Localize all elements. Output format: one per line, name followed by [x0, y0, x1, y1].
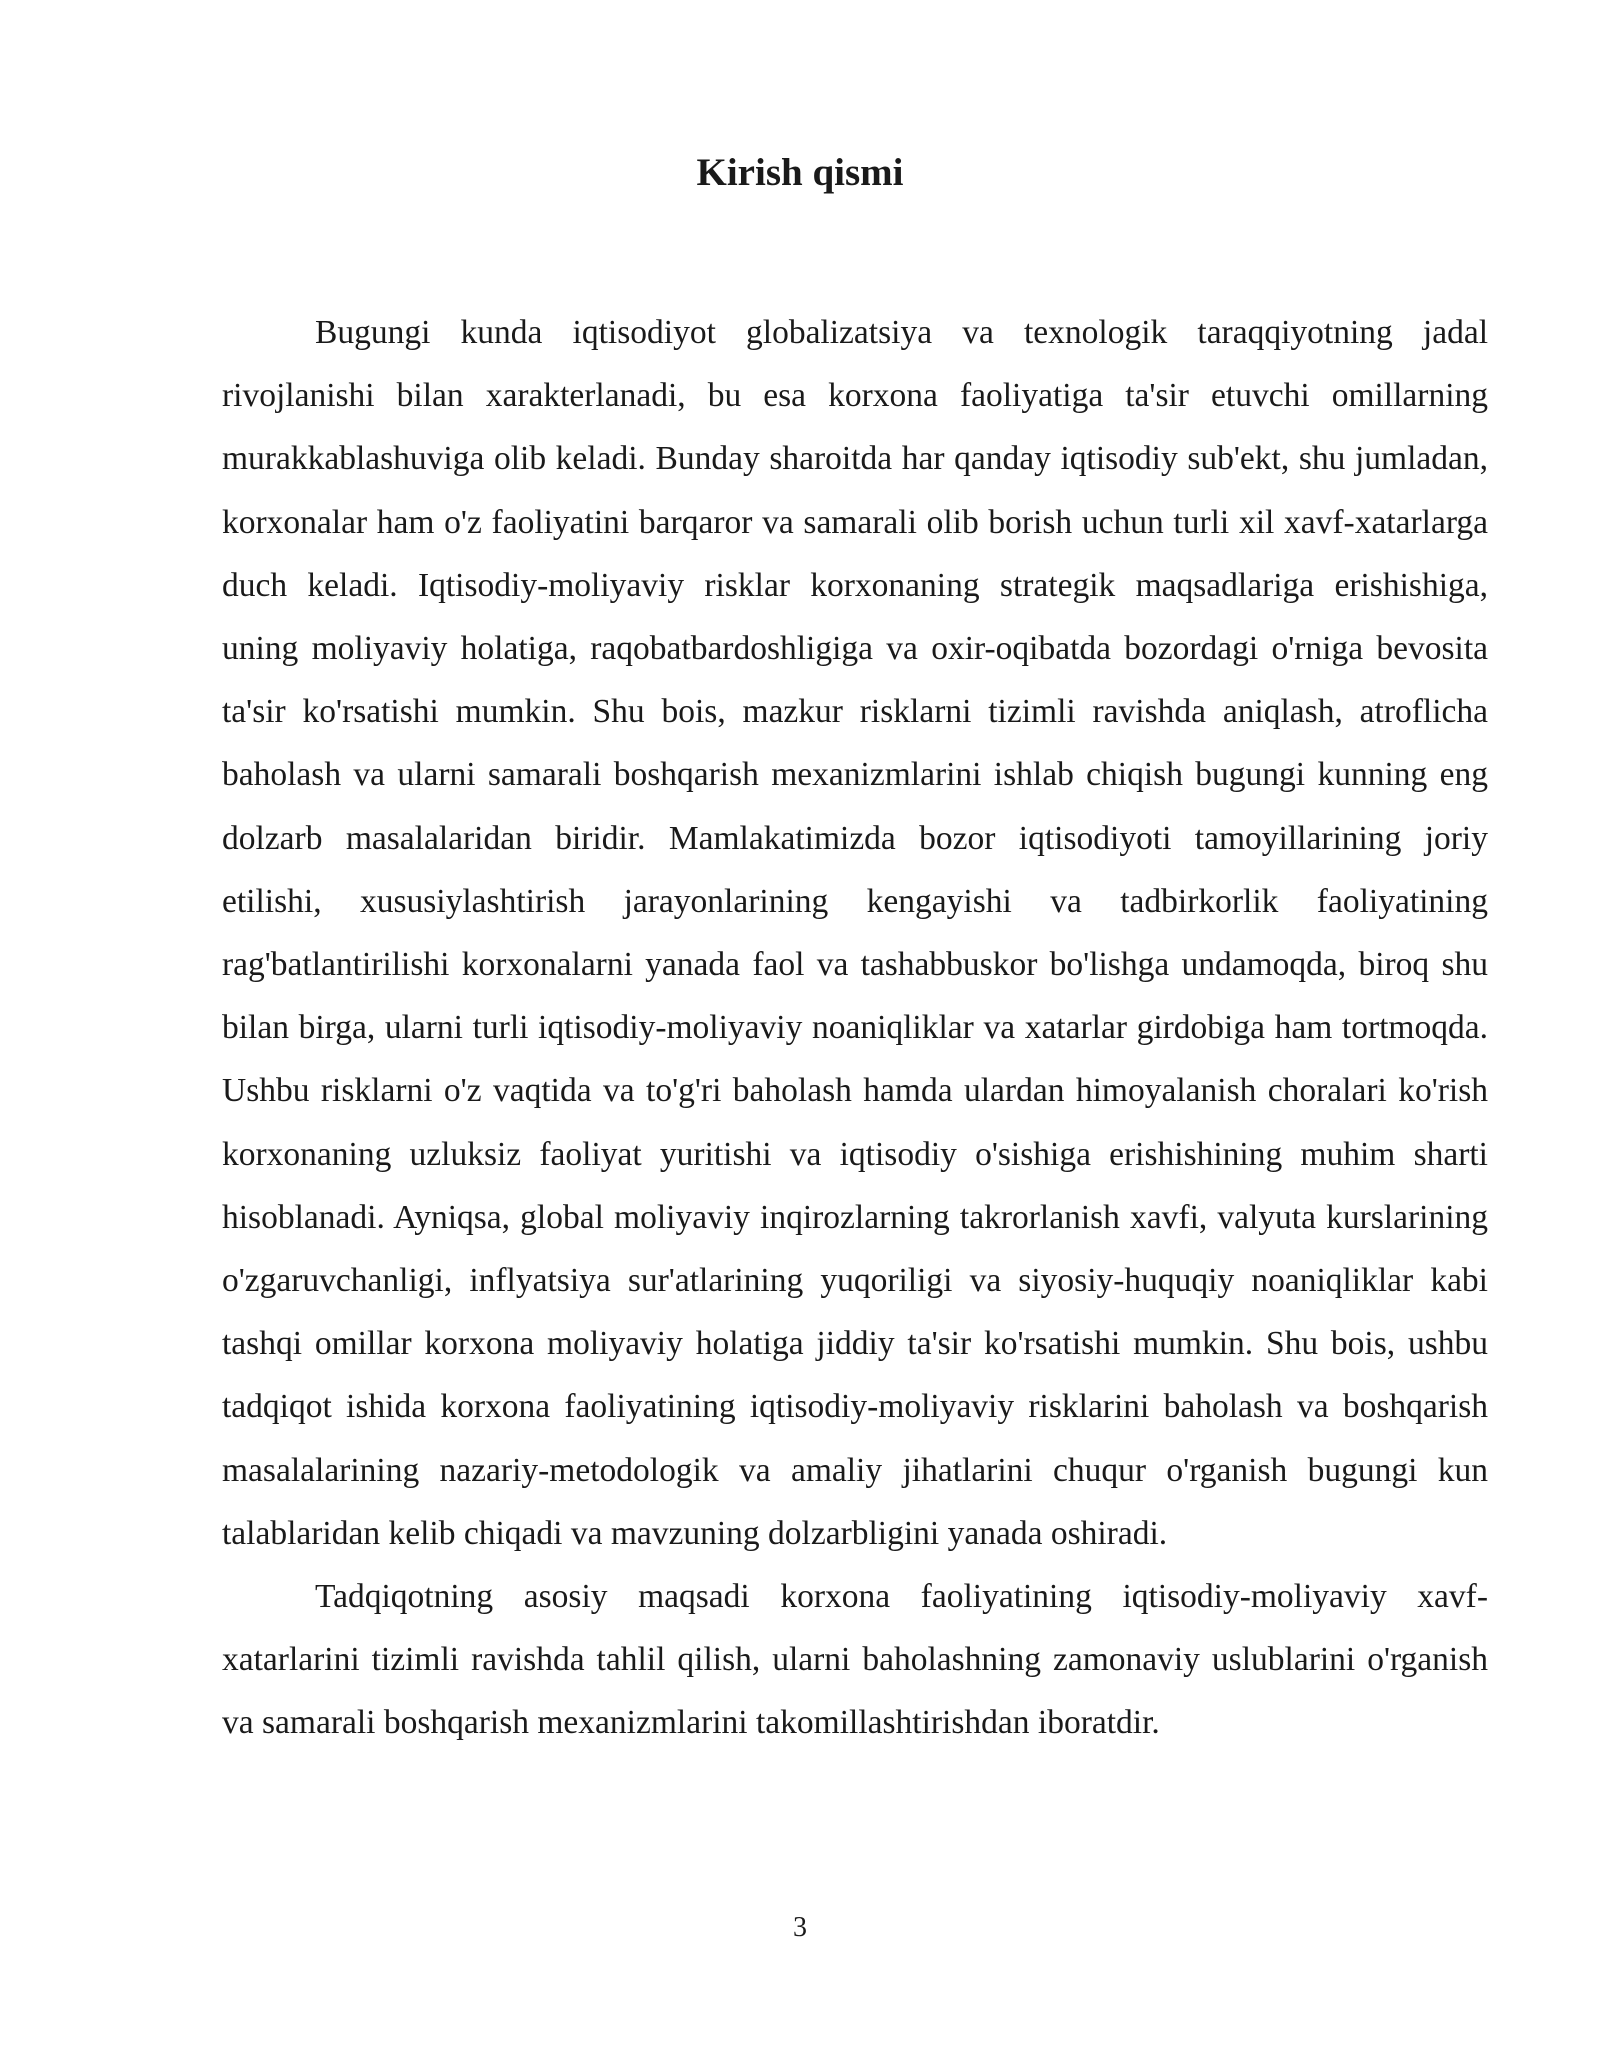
page-title: Kirish qismi [696, 151, 904, 194]
paragraph-1: Bugungi kunda iqtisodiyot globalizatsiya va texnologik taraqqiyotning jadal rivojlanishi bilan xarakterlanadi, bu esa korxona faoliyatiga ta'sir etuvchi omillarning murakkablashuviga olib keladi. Bunday sharoitda har qanday iqtisodiy sub'ekt, shu jumladan, korxonalar ham o'z faoliyatini barqaror va samarali olib borish uchun turli xil xavf-xatarlarga duch keladi. Iqtisodiy-moliyaviy risklar korxonaning strategik maqsadlariga erishishiga, uning moliyaviy holatiga, raqobatbardoshligiga va oxir-oqibatda bozordagi o'rniga bevosita ta'sir ko'rsatishi mumkin. Shu bois, mazkur risklarni tizimli ravishda aniqlash, atroflicha baholash va ularni samarali boshqarish mexanizmlarini ishlab chiqish bugungi kunning eng dolzarb masalalaridan biridir. Mamlakatimizda bozor iqtisodiyoti tamoyillarining joriy etilishi, xususiylashtirish jarayonlarining kengayishi va tadbirkorlik faoliyatining rag'batlantirilishi korxonalarni yanada faol va tashabbuskor bo'lishga undamoqda, biroq shu bilan birga, ularni turli iqtisodiy-moliyaviy noaniqliklar va xatarlar girdobiga ham tortmoqda. Ushbu risklarni o'z vaqtida va to'g'ri baholash hamda ulardan himoyalanish choralari ko'rish korxonaning uzluksiz faoliyat yuritishi va iqtisodiy o'sishiga erishishining muhim sharti hisoblanadi. Ayniqsa, global moliyaviy inqirozlarning takrorlanish xavfi, valyuta kurslarining o'zgaruvchanligi, inflyatsiya sur'atlarining yuqoriligi va siyosiy-huquqiy noaniqliklar kabi tashqi omillar korxona moliyaviy holatiga jiddiy ta'sir ko'rsatishi mumkin. Shu bois, ushbu tadqiqot ishida korxona faoliyatining iqtisodiy-moliyaviy risklarini baholash va boshqarish masalalarining nazariy-metodologik va amaliy jihatlarini chuqur o'rganish bugungi kun talablaridan kelib chiqadi va mavzuning dolzarbligini yanada oshiradi. [222, 314, 1488, 1552]
body-text [222, 301, 1488, 1755]
paragraph-2: Tadqiqotning asosiy maqsadi korxona faoliyatining iqtisodiy-moliyaviy xavf-xatarlarini tizimli ravishda tahlil qilish, ularni baholashning zamonaviy uslublarini o'rganish va samarali boshqarish mexanizmlarini takomillashtirishdan iboratdir. [222, 1578, 1488, 1742]
page-number: 3 [793, 1912, 807, 1943]
